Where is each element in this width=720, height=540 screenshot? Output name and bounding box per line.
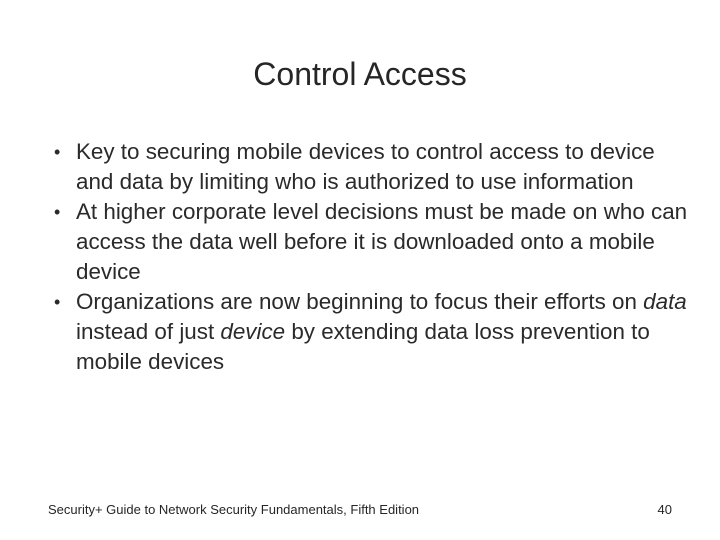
bullet-emphasis-device: device <box>220 319 286 344</box>
slide-title: Control Access <box>253 56 467 92</box>
bullet-text-part: by extending data loss prevention to mobile devices <box>76 319 650 374</box>
bullet-text: Key to securing mobile devices to control access to device and data by limiting who is authorized to use information <box>76 139 655 194</box>
bullet-item-1 <box>48 137 688 197</box>
bullet-item-2 <box>48 197 688 287</box>
bullet-marker: • <box>54 292 61 312</box>
bullet-emphasis-data: data <box>643 289 687 314</box>
footer-source: Security+ Guide to Network Security Fundamentals, Fifth Edition <box>48 502 420 517</box>
bullet-text-part: instead of just <box>76 319 221 344</box>
bullet-marker: • <box>54 142 61 162</box>
bullet-item-3 <box>48 287 688 377</box>
bullet-list <box>48 137 688 377</box>
bullet-marker: • <box>54 202 61 222</box>
page-number: 40 <box>657 502 672 517</box>
bullet-text: At higher corporate level decisions must be made on who can access the data well before it is downloaded onto a mobile device <box>76 199 688 284</box>
bullet-text-part: Organizations are now beginning to focus their efforts on <box>76 289 644 314</box>
